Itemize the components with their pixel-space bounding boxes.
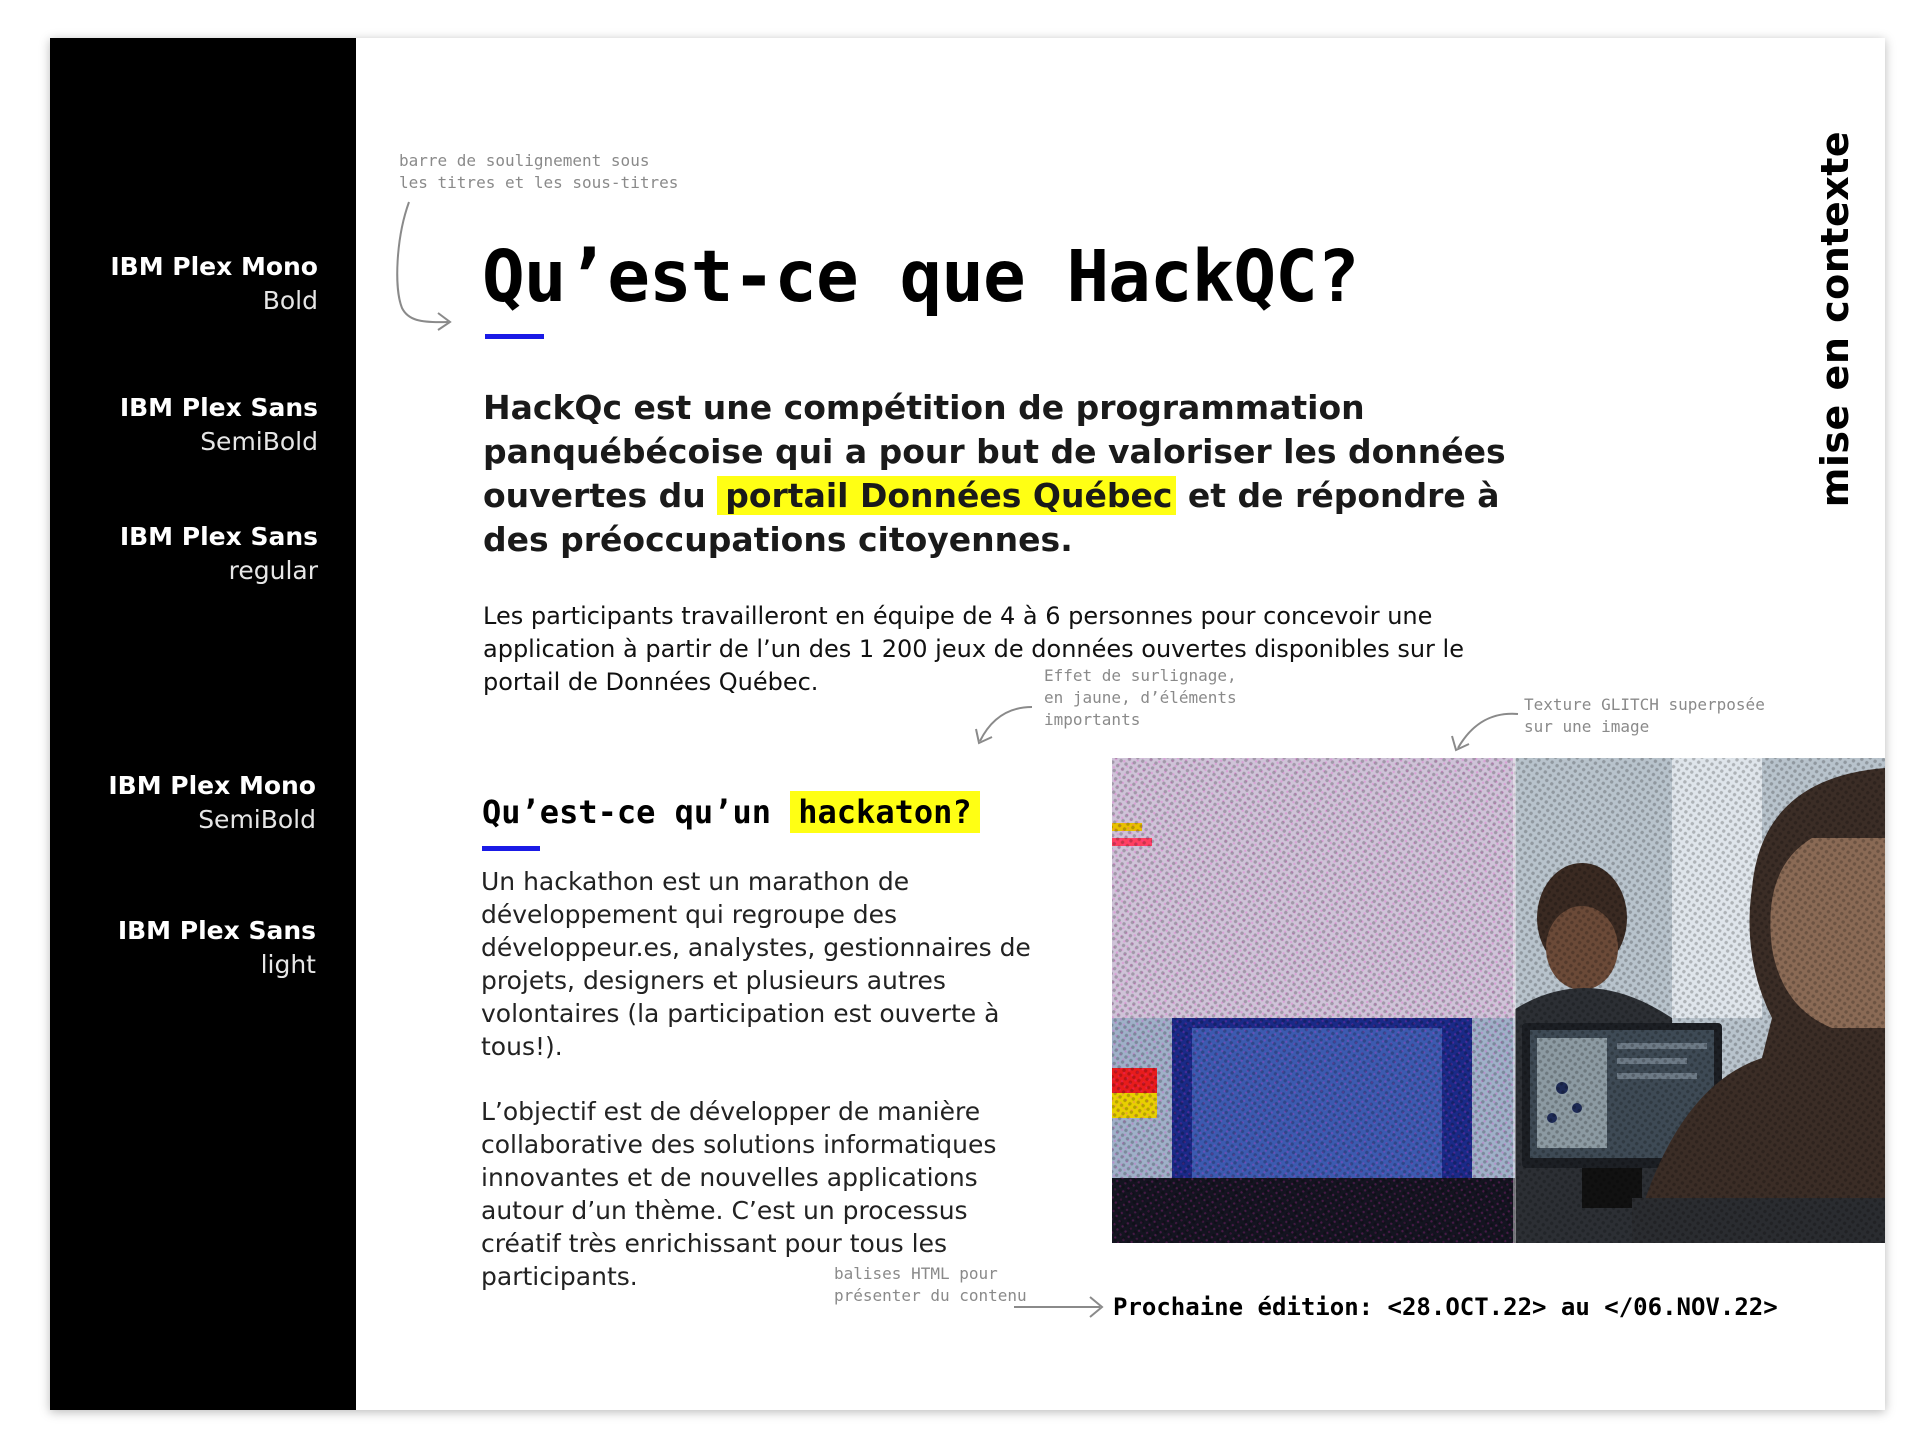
annotation-line: Effet de surlignage,: [1044, 666, 1237, 685]
curved-arrow-icon: [970, 703, 1040, 753]
annotation-line: barre de soulignement sous: [399, 151, 650, 170]
section-underline-bar: [482, 846, 540, 851]
font-weight: regular: [228, 556, 318, 585]
curved-arrow-icon: [390, 198, 460, 333]
font-label-sans-light: [118, 914, 316, 982]
font-name: IBM Plex Mono: [110, 252, 318, 281]
annotation-line: Texture GLITCH superposée: [1524, 695, 1765, 714]
annotation-line: les titres et les sous-titres: [399, 173, 679, 192]
font-weight: light: [260, 950, 316, 979]
font-name: IBM Plex Sans: [117, 916, 316, 945]
heading-text: Qu’est-ce qu’un: [482, 793, 771, 831]
page-title: Qu’est-ce que HackQC?: [482, 235, 1359, 318]
section-vertical-title: [1805, 114, 1865, 524]
annotation-underline: [399, 150, 678, 194]
font-label-mono-bold: [110, 250, 318, 318]
section-heading: [482, 793, 980, 831]
font-label-mono-semibold: [108, 769, 316, 837]
font-weight: SemiBold: [200, 427, 318, 456]
highlighted-heading-text: hackaton?: [790, 791, 979, 833]
annotation-html: [834, 1263, 1027, 1307]
highlighted-link-text: portail Données Québec: [717, 476, 1176, 515]
font-name: IBM Plex Sans: [119, 393, 318, 422]
annotation-glitch: [1524, 694, 1765, 738]
glitch-image-illustration: [1112, 758, 1885, 1243]
annotation-line: présenter du contenu: [834, 1286, 1027, 1305]
annotation-line: en jaune, d’éléments: [1044, 688, 1237, 707]
font-weight: Bold: [262, 286, 318, 315]
font-label-sans-semibold: [120, 391, 318, 459]
font-name: IBM Plex Mono: [108, 771, 316, 800]
lead-text: et de répondre à des préoccupations citoyennes.: [483, 476, 1500, 559]
arrow-right-icon: [1012, 1292, 1108, 1322]
annotation-line: importants: [1044, 710, 1141, 729]
intro-paragraph: Les participants travailleront en équipe de 4 à 6 personnes pour concevoir une application à partir de l’un des 1 200 jeux de données ouvertes disponibles sur le portail de Données Québec.: [483, 602, 1464, 696]
title-underline-bar: [485, 334, 544, 339]
font-label-sans-regular: [120, 520, 318, 588]
glitch-photo: [1112, 758, 1885, 1243]
poster-sheet: [50, 38, 1885, 1410]
annotation-highlight: [1044, 665, 1237, 731]
font-sidebar: [50, 38, 356, 1410]
lead-text: HackQc est une compétition de programmation panquébécoise qui a pour but de valoriser les données ouvertes du: [483, 388, 1506, 515]
curved-arrow-icon: [1438, 708, 1523, 758]
font-weight: SemiBold: [198, 805, 316, 834]
vertical-title-text: mise en contexte: [1813, 130, 1857, 508]
hackathon-paragraph-2: L’objectif est de développer de manière collaborative des solutions informatiques innovantes et de nouvelles applications autour d’un thème. C’est un processus créatif très enrichissant pour tous les participants.: [481, 1097, 997, 1291]
annotation-line: balises HTML pour: [834, 1264, 998, 1283]
lead-paragraph: [483, 386, 1543, 562]
font-name: IBM Plex Sans: [119, 522, 318, 551]
next-edition-dates: Prochaine édition: <28.OCT.22> au </06.NOV.22>: [1113, 1293, 1778, 1321]
hackathon-paragraph-1: Un hackathon est un marathon de développement qui regroupe des développeur.es, analystes, gestionnaires de projets, designers et plusieurs autres volontaires (la participation est ouverte à tous!).: [481, 867, 1031, 1061]
annotation-line: sur une image: [1524, 717, 1650, 736]
